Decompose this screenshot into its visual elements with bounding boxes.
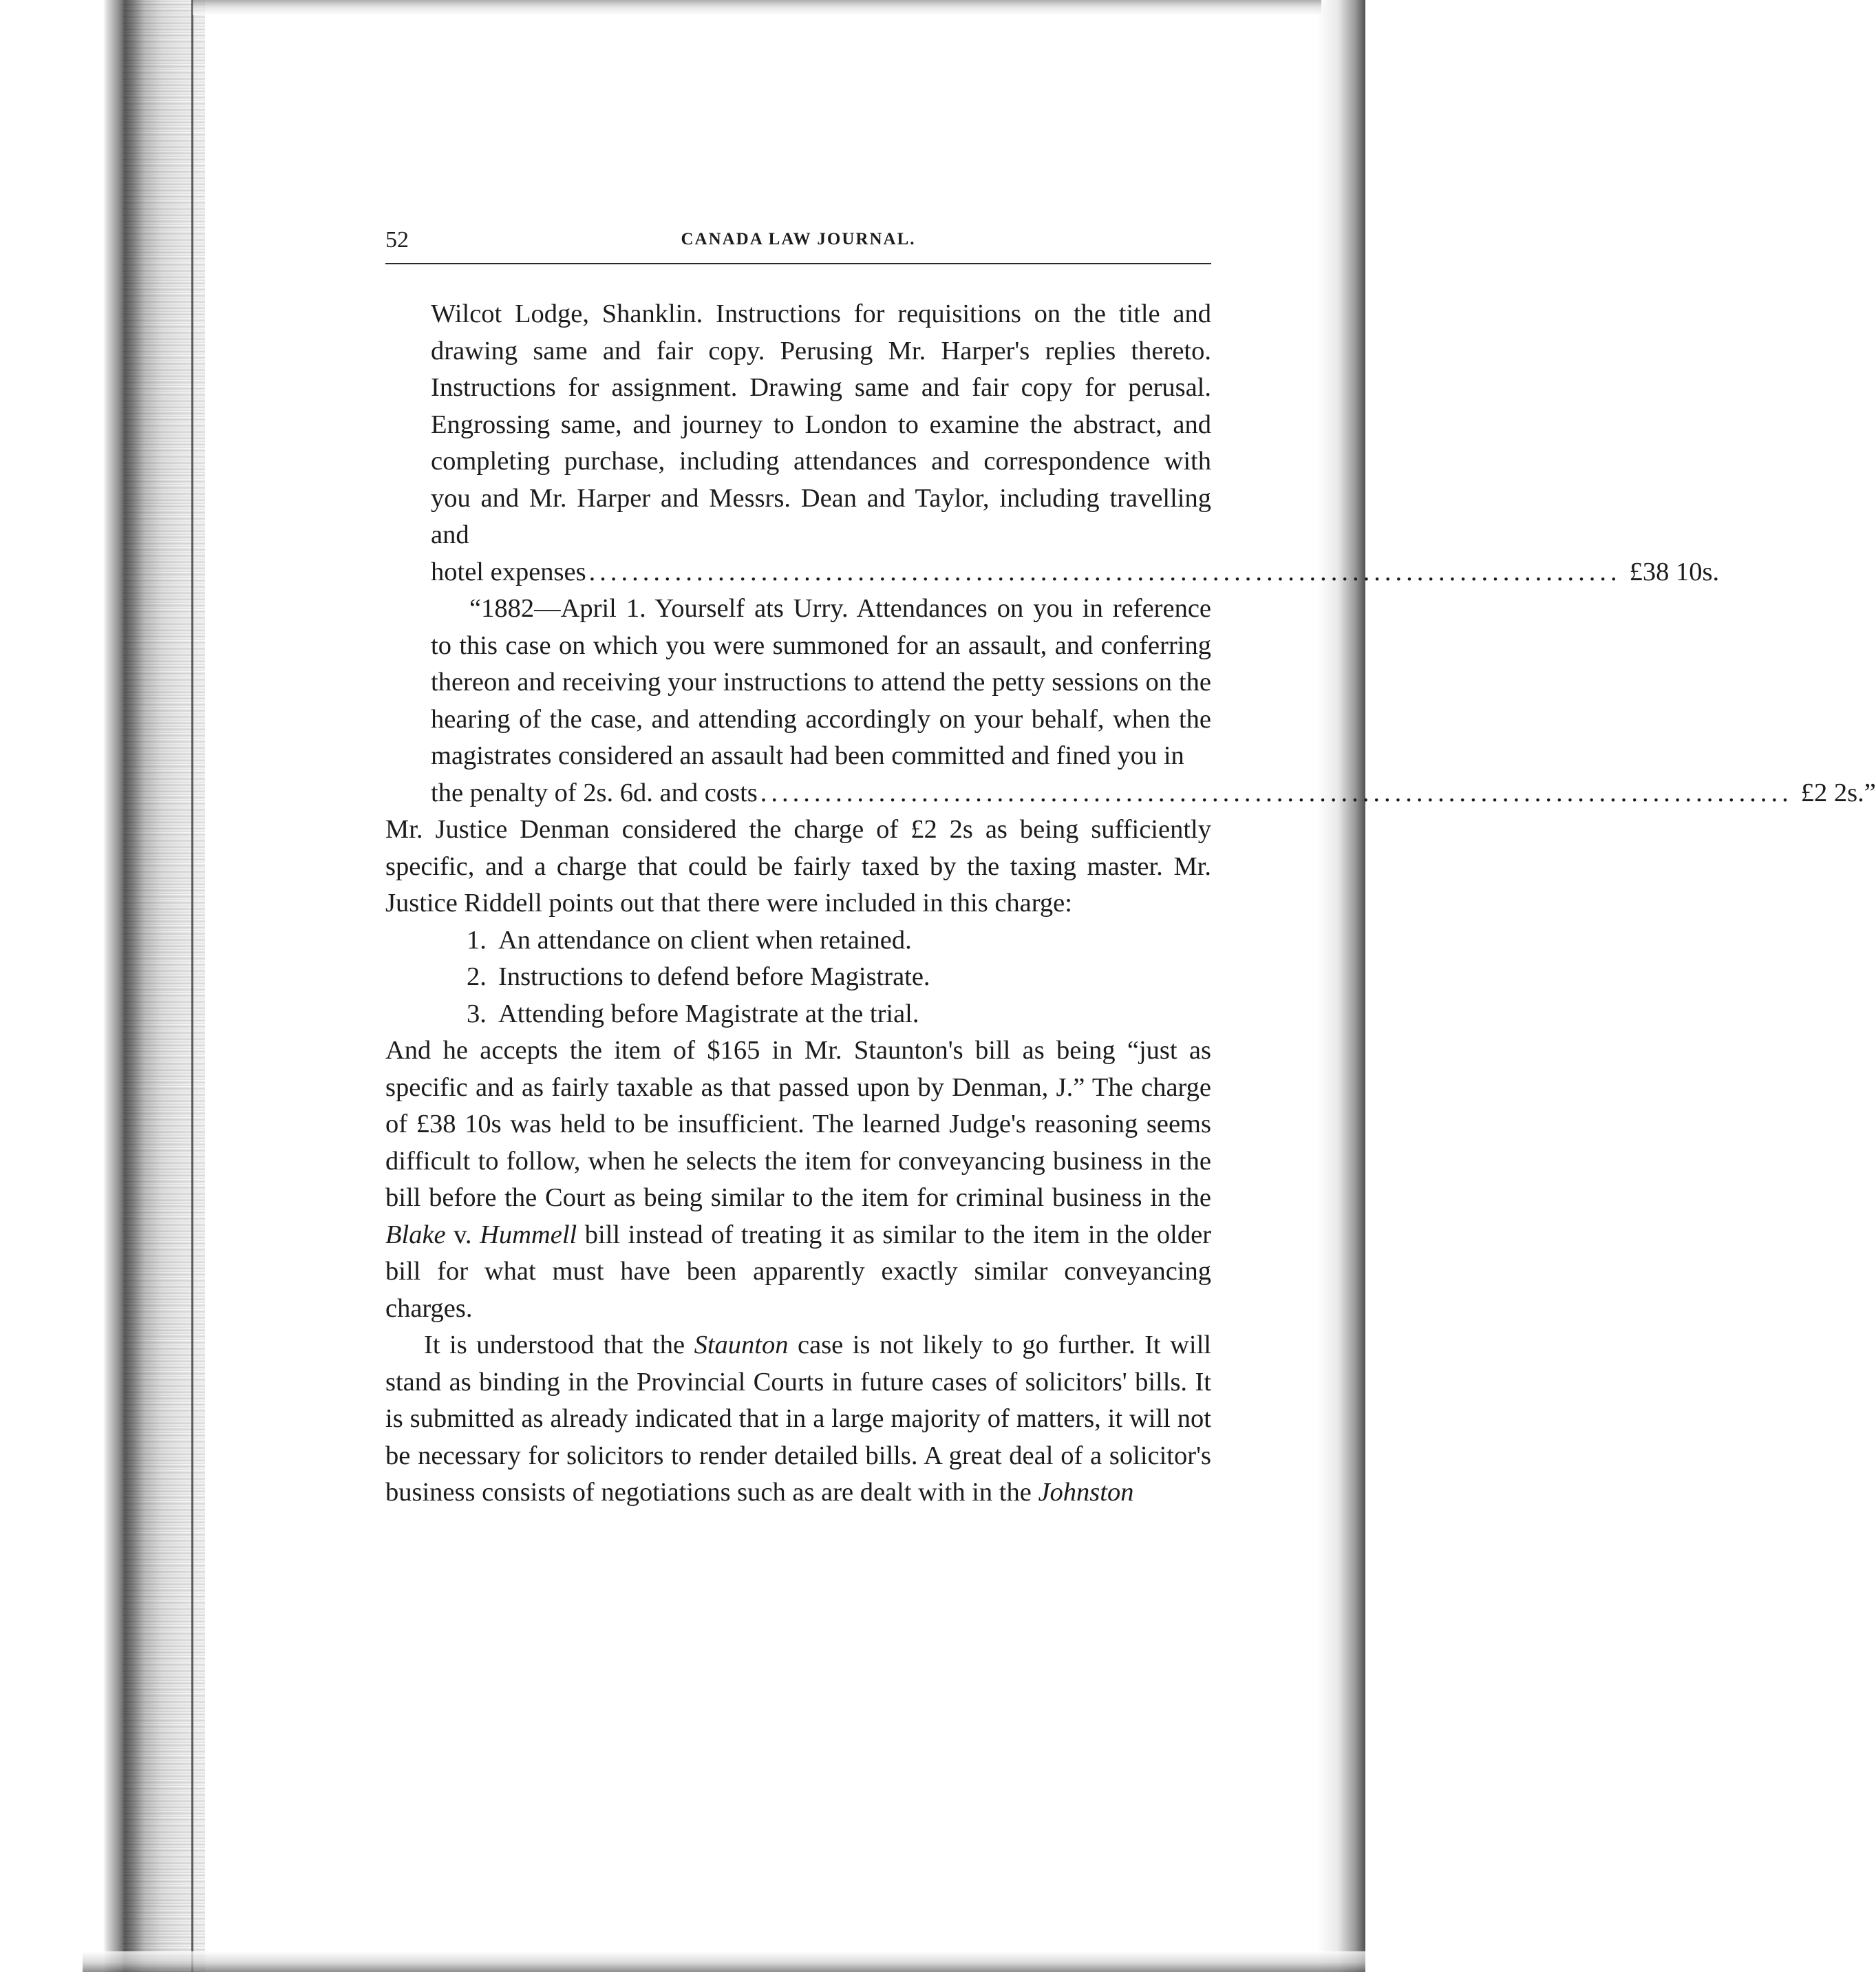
quoted-bill	[431, 296, 1876, 812]
case-name-blake: Blake	[385, 1220, 446, 1249]
quote-paragraph-1-text: Wilcot Lodge, Shanklin. Instructions for requisitions on the title and drawing same and fair copy. Perusing Mr. Harper's replies thereto. Instructions for assignment. Drawing same and fair copy for perusal. Engrossing same, and journey to London to examine the abstract, and completing purchase, including attendances and correspondence with you and Mr. Harper and Messrs. Dean and Taylor, including travelling and	[431, 299, 1211, 549]
scan-gutter-line	[191, 0, 193, 1972]
case-name-hummell: Hummell	[480, 1220, 577, 1249]
body-paragraph-staunton-bill	[385, 1032, 1211, 1327]
list-item-text: An attendance on client when retained.	[498, 925, 912, 955]
running-head: CANADA LAW JOURNAL.	[681, 230, 916, 248]
paragraph-text: And he accepts the item of $165 in Mr. Staunton's bill as being “just as specific and as fairly taxable as that passed upon by Denman, J.” The charge of £38 10s was held to be insufficient. The learned Judge's reasoning seems difficult to follow, when he selects the item for conveyancing business in the bill before the Court as being similar to the item for criminal business in the	[385, 1036, 1211, 1212]
fee-line-1-label: hotel expenses	[431, 557, 586, 586]
body-paragraph-denman	[385, 812, 1211, 922]
list-item	[385, 959, 1211, 996]
journal-page	[385, 220, 1876, 1507]
scan-top-edge	[193, 0, 1321, 15]
body-paragraph-denman-text: Mr. Justice Denman considered the charge of £2 2s as being sufficiently specific, and a charge that could be fairly taxed by the taxing master. Mr. Justice Riddell points out that there were included in this charge:	[385, 815, 1211, 918]
scan-bottom-edge	[83, 1951, 1365, 1972]
charge-items-list	[385, 922, 1211, 1033]
paragraph-text: It is understood that the	[424, 1330, 694, 1359]
scan-right-edge	[1317, 0, 1365, 1972]
list-item	[385, 996, 1211, 1033]
article-body	[385, 296, 1876, 1512]
header-rule	[385, 263, 1211, 264]
list-item-number: 2.	[467, 962, 487, 991]
fee-line-2	[431, 775, 1876, 812]
case-versus: v.	[445, 1220, 480, 1249]
list-item-text: Attending before Magistrate at the trial.	[498, 999, 919, 1028]
page-header	[385, 220, 1211, 262]
list-item-number: 3.	[467, 999, 487, 1028]
quote-paragraph-2	[431, 591, 1211, 775]
case-name-staunton: Staunton	[694, 1330, 789, 1359]
case-name-johnston: Johnston	[1038, 1478, 1134, 1507]
fee-line-2-amount: £2 2s.”	[1800, 778, 1876, 807]
dot-leader: ................................................................................................	[588, 557, 1621, 586]
fee-line-1-amount: £38 10s.	[1629, 557, 1720, 586]
dot-leader: ................................................................................................	[760, 778, 1793, 807]
list-item-number: 1.	[467, 925, 487, 955]
paragraph-text: bill instead of treating it as similar to the item in the older bill for what must have been apparently exactly similar conveyancing charges.	[385, 1220, 1212, 1323]
fee-line-1	[431, 554, 1720, 591]
list-item	[385, 922, 1211, 960]
page-number: 52	[385, 227, 409, 253]
paragraph-text: case is not likely to go further. It will stand as binding in the Provincial Courts in future cases of solicitors' bills. It is submitted as already indicated that in a large majority of matters, it will not be necessary for solicitors to render detailed bills. A great deal of a solicitor's business consists of negotiations such as are dealt with in the	[385, 1330, 1212, 1507]
quote-paragraph-1	[431, 296, 1211, 554]
quote-paragraph-2-text: “1882—April 1. Yourself ats Urry. Attendances on you in reference to this case on which you were summoned for an assault, and conferring thereon and receiving your instructions to attend the petty sessions on the hearing of the case, and attending accordingly on your behalf, when the magistrates considered an assault had been committed and fined you in	[431, 594, 1211, 770]
list-item-text: Instructions to defend before Magistrate.	[498, 962, 930, 991]
fee-line-2-label: the penalty of 2s. 6d. and costs	[431, 778, 758, 807]
body-paragraph-conclusion	[385, 1327, 1211, 1512]
